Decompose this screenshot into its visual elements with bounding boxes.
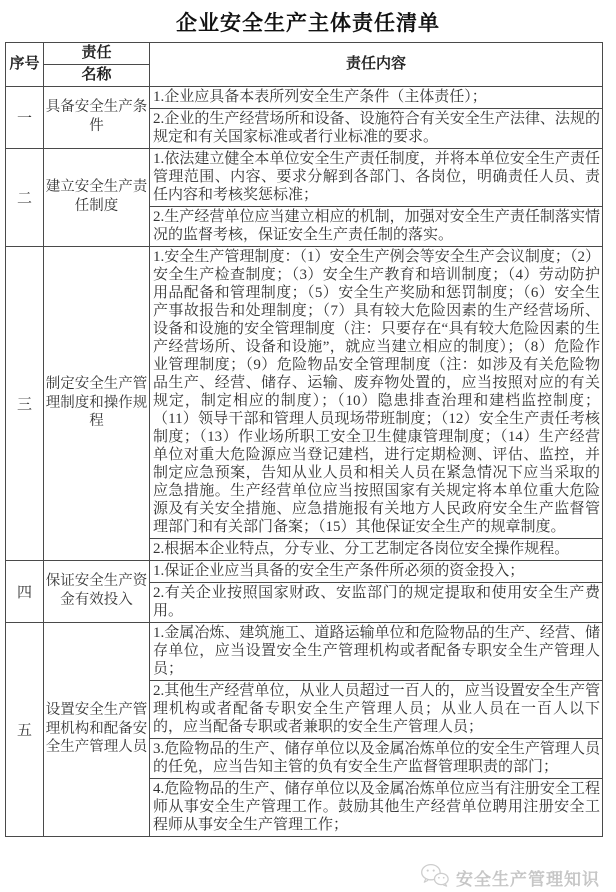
- table-row: [6, 246, 603, 538]
- content-cell: 1.金属冶炼、建筑施工、道路运输单位和危险物品的生产、经营、储存单位，应当设置安全生产管理机构或者配备专职安全生产管理人员；: [150, 622, 603, 680]
- content-cell: 1.企业应具备本表所列安全生产条件（主体责任）；: [150, 86, 603, 108]
- content-cell: 2.其他生产经营单位，从业人员超过一百人的，应当设置安全生产管理机构或者配备专职安全生产管理人员；从业人员在一百人以下的，应当配备专职或者兼职的安全生产管理人员；: [150, 680, 603, 738]
- content-cell: 1.依法建立健全本单位安全生产责任制度，并将本单位安全生产责任管理范围、内容、要求分解到各部门、各岗位，明确责任人员、责任内容和考核奖惩标准；: [150, 148, 603, 206]
- table-row: [6, 86, 603, 108]
- header-content: 责任内容: [150, 43, 603, 87]
- name-cell: 制定安全生产管理制度和操作规程: [44, 246, 150, 560]
- content-cell: 2.根据本企业特点，分专业、分工艺制定各岗位安全操作规程。: [150, 538, 603, 560]
- header-serial: 序号: [6, 43, 44, 87]
- content-cell: 2.生产经营单位应当建立相应的机制，加强对安全生产责任制落实情况的监督考核，保证安全生产责任制的落实。: [150, 206, 603, 246]
- serial-cell: 三: [6, 246, 44, 560]
- name-cell: 保证安全生产资金有效投入: [44, 560, 150, 622]
- content-cell: 4.危险物品的生产、储存单位以及金属冶炼单位应当有注册安全工程师从事安全生产管理工作。鼓励其他生产经营单位聘用注册安全工程师从事安全生产管理工作；: [150, 778, 603, 836]
- header-name-line2: 名称: [44, 64, 150, 86]
- page-title: 企业安全生产主体责任清单: [176, 11, 440, 35]
- content-cell: 1.安全生产管理制度：（1）安全生产例会等安全生产会议制度；（2）安全生产检查制度；（3）安全生产教育和培训制度；（4）劳动防护用品配备和管理制度；（5）安全生产奖励和惩罚制度；（6）安全生产事故报告和处理制度；（7）具有较大危险因素的生产经营场所、设备和设施的安全管理制度（注：只要存在“具有较大危险因素的生产经营场所、设备和设施”，就应当建立相应的制度）；（8）危险作业管理制度；（9）危险物品安全管理制度（注：如涉及有关危险物品生产、经营、储存、运输、废弃物处置的，应当按照对应的有关规定，制定相应的制度）；（10）隐患排查治理和建档监控制度；（11）领导干部和管理人员现场带班制度；（12）安全生产责任考核制度；（13）作业场所职工安全卫生健康管理制度；（14）生产经营单位对重大危险源应当登记建档，进行定期检测、评估、监控，并制定应急预案，告知从业人员和相关人员在紧急情况下应当采取的应急措施。生产经营单位应当按照国家有关规定将本单位重大危险源及有关安全措施、应急措施报有关地方人民政府安全生产监督管理部门和有关部门备案；（15）其他保证安全生产的规章制度。: [150, 246, 603, 538]
- brand-label: 安全生产管理知识: [456, 869, 600, 889]
- document-page: [0, 7, 616, 889]
- serial-cell: 二: [6, 148, 44, 246]
- header-name-line1: 责任: [44, 43, 150, 65]
- content-cell: 2.有关企业按照国家财政、安监部门的规定提取和使用安全生产费用。: [150, 582, 603, 622]
- table-row: [6, 560, 603, 582]
- content-cell: 3.危险物品的生产、储存单位以及金属冶炼单位的安全生产管理人员的任免，应当告知主管的负有安全生产监督管理职责的部门；: [150, 738, 603, 778]
- wechat-icon: [420, 863, 449, 892]
- content-cell: 1.保证企业应当具备的安全生产条件所必须的资金投入；: [150, 560, 603, 582]
- name-cell: 建立安全生产责任制度: [44, 148, 150, 246]
- content-cell: 2.企业的生产经营场所和设备、设施符合有关安全生产法律、法规的规定和有关国家标准或者行业标准的要求。: [150, 108, 603, 148]
- header-row: [6, 43, 603, 65]
- table-row: [6, 622, 603, 680]
- table-row: [6, 148, 603, 206]
- serial-cell: 一: [6, 86, 44, 148]
- name-cell: 设置安全生产管理机构和配备安全生产管理人员: [44, 622, 150, 836]
- brand-footer: [0, 863, 600, 892]
- serial-cell: 四: [6, 560, 44, 622]
- responsibility-table: [5, 42, 603, 837]
- serial-cell: 五: [6, 622, 44, 836]
- name-cell: 具备安全生产条件: [44, 86, 150, 148]
